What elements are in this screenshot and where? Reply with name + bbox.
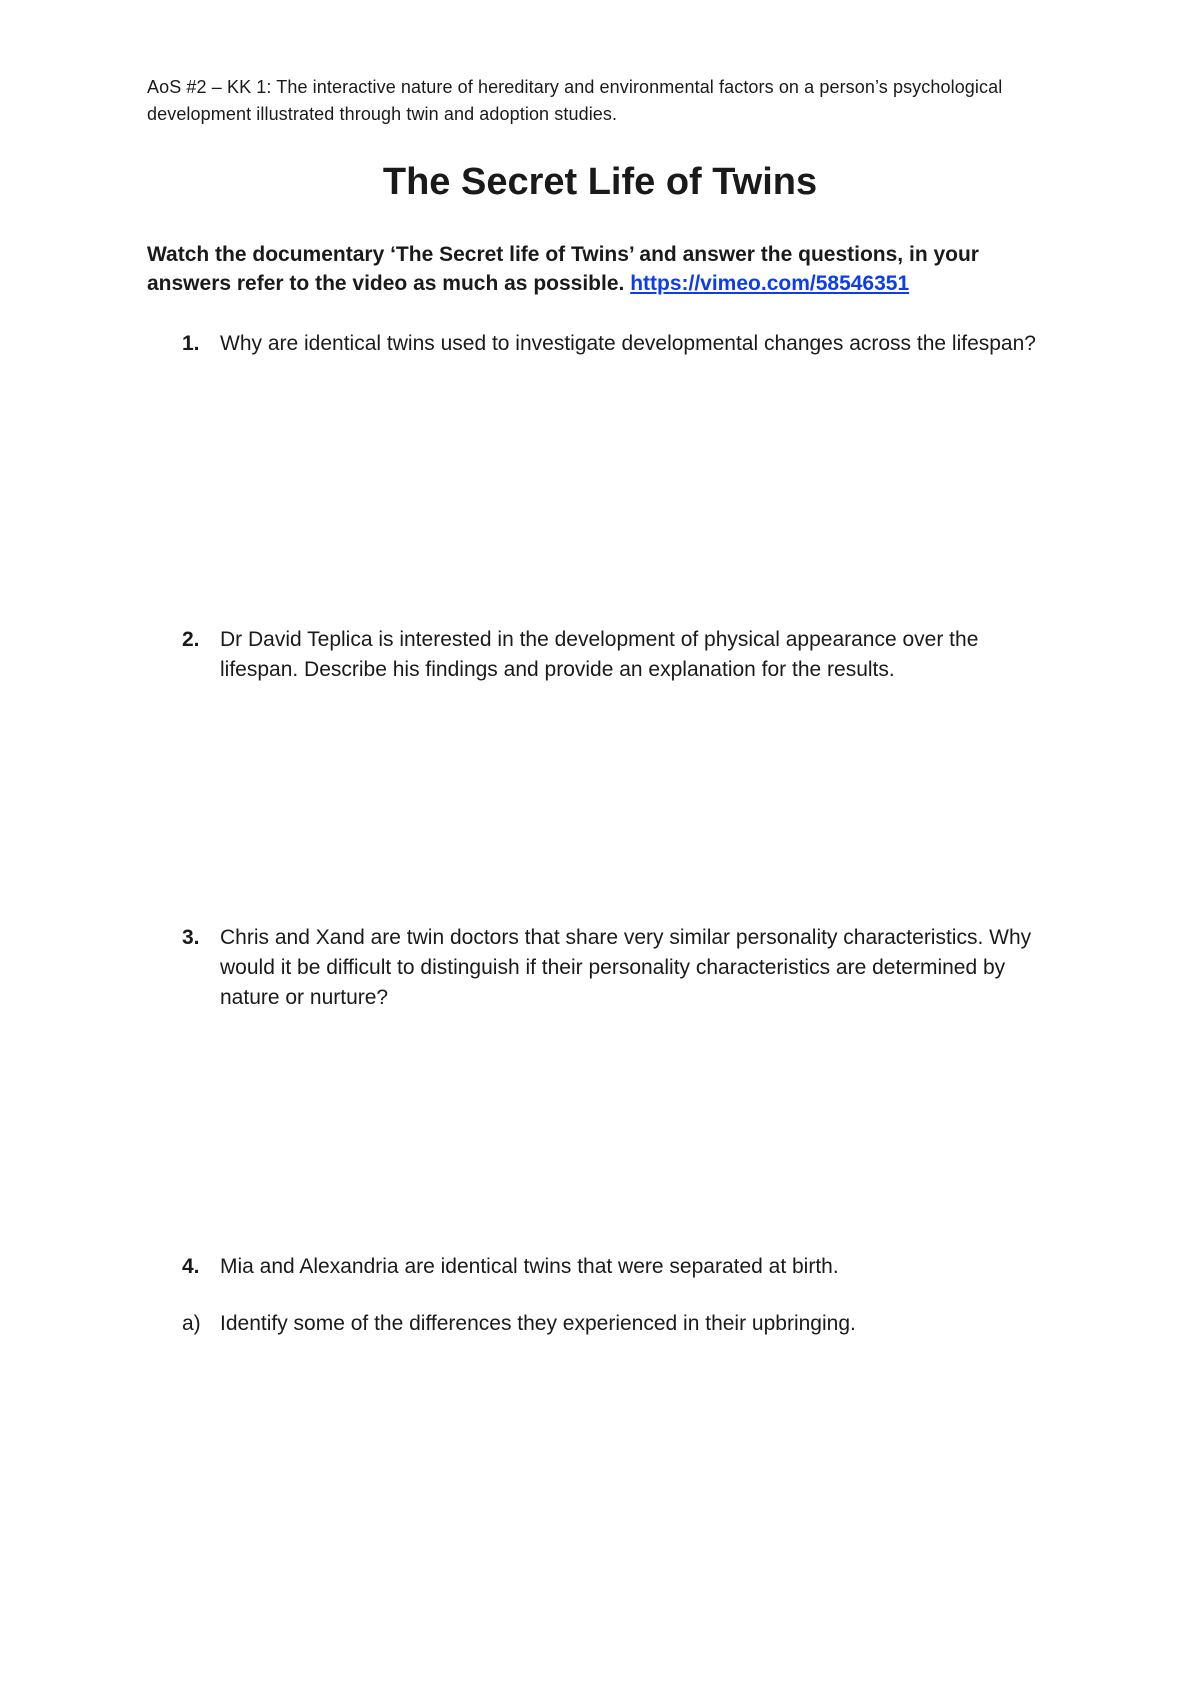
question-text: Mia and Alexandria are identical twins that were separated at birth.	[220, 1255, 839, 1278]
sub-question-text: Identify some of the differences they experienced in their upbringing.	[220, 1312, 856, 1335]
sub-question-a	[147, 1309, 1047, 1339]
question-text: Dr David Teplica is interested in the development of physical appearance over the lifespan. Describe his findings and provide an explanation for the results.	[220, 628, 979, 681]
question-2	[147, 625, 1047, 685]
question-number: 4.	[182, 1255, 200, 1278]
question-1	[147, 329, 1047, 359]
question-number: 1.	[182, 332, 200, 355]
instructions-text: Watch the documentary ‘The Secret life of Twins’ and answer the questions, in your answers refer to the video as much as possible.	[147, 243, 979, 295]
instructions	[147, 240, 1027, 298]
question-number: 3.	[182, 926, 200, 949]
question-text: Chris and Xand are twin doctors that share very similar personality characteristics. Why would it be difficult to distinguish if their personality characteristics are determined by nature or nurture?	[220, 926, 1032, 1009]
question-4	[147, 1252, 1047, 1282]
question-3	[147, 923, 1047, 1013]
question-number: 2.	[182, 628, 200, 651]
video-link[interactable]: https://vimeo.com/58546351	[630, 272, 910, 295]
page-title: The Secret Life of Twins	[382, 161, 818, 203]
sub-question-letter: a)	[182, 1312, 201, 1335]
area-of-study-note: AoS #2 – KK 1: The interactive nature of hereditary and environmental factors on a person’s psychological development illustrated through twin and adoption studies.	[147, 77, 1003, 124]
question-text: Why are identical twins used to investigate developmental changes across the lifespan?	[220, 332, 1036, 355]
